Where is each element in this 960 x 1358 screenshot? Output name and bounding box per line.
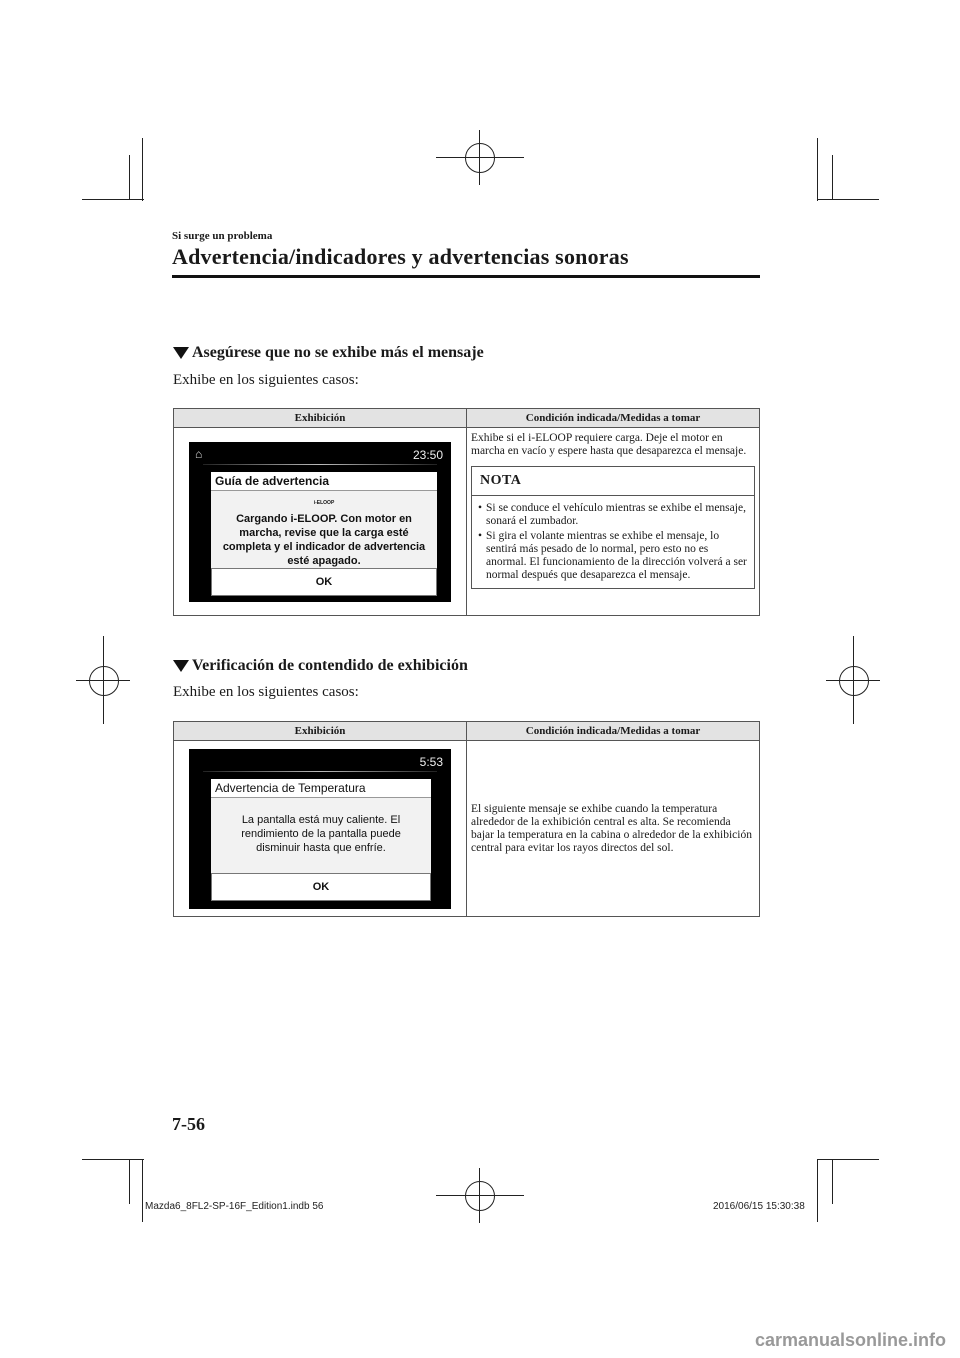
section2-heading-text: Verificación de contendido de exhibición [192, 657, 468, 674]
note-box [471, 466, 755, 589]
condition-cell [467, 428, 760, 616]
watermark: carmanualsonline.info [754, 1330, 946, 1350]
title-rule [172, 275, 760, 278]
ok-button[interactable]: OK [211, 873, 431, 901]
screen-divider [203, 771, 437, 772]
table-header-display: Exhibición [174, 409, 467, 428]
page-title: Advertencia/indicadores y advertencias sonoras [172, 244, 629, 269]
table-header-condition: Condición indicada/Medidas a tomar [467, 409, 760, 428]
section1-intro: Exhibe en los siguientes casos: [173, 372, 359, 388]
section2-intro: Exhibe en los siguientes casos: [173, 684, 359, 700]
section2-table [173, 721, 760, 917]
display-cell [174, 741, 467, 917]
ok-button[interactable]: OK [211, 568, 437, 596]
triangle-icon [173, 660, 189, 672]
table-header-condition: Condición indicada/Medidas a tomar [467, 722, 760, 741]
section1-heading-text: Asegúrese que no se exhibe más el mensaje [192, 344, 484, 361]
list-item: • Si gira el volante mientras se exhibe el mensaje, lo sentirá más pesado de lo normal, pero esto no es anormal. El funcionamiento de la dirección volverá a ser normal después que desaparezca el mensaje. [478, 530, 747, 581]
note-title: NOTA [472, 467, 754, 496]
dialog-title: Advertencia de Temperatura [211, 779, 431, 798]
condition-text: El siguiente mensaje se exhibe cuando la temperatura alrededor de la exhibición central es alta. Se recomienda bajar la temperatura en la cabina o alrededor de la exhibición central para evitar los rayos directos del sol. [471, 802, 752, 854]
table-header-display: Exhibición [174, 722, 467, 741]
display-cell [174, 428, 467, 616]
section2-heading [173, 657, 468, 675]
screen-time: 5:53 [419, 754, 443, 769]
section1-heading [173, 344, 484, 362]
section-label: Si surge un problema [172, 230, 273, 242]
iloop-badge: i-ELOOP [313, 499, 335, 506]
screen-temperature [189, 749, 451, 909]
screen-divider [203, 464, 437, 465]
footer-timestamp: 2016/06/15 15:30:38 [713, 1201, 805, 1212]
footer-file: Mazda6_8FL2-SP-16F_Edition1.indb 56 [145, 1201, 324, 1212]
dialog-title: Guía de advertencia [211, 472, 437, 491]
warning-dialog [211, 472, 437, 596]
dialog-message: Cargando i-ELOOP. Con motor en marcha, revise que la carga esté completa y el indicador de advertencia esté apagado. [222, 512, 426, 567]
page-number: 7-56 [172, 1114, 205, 1134]
screen-iloop [189, 442, 451, 602]
triangle-icon [173, 347, 189, 359]
section1-table [173, 408, 760, 616]
condition-cell [467, 741, 760, 917]
list-item: • Si se conduce el vehículo mientras se exhibe el mensaje, sonará el zumbador. [478, 502, 746, 527]
note-list [472, 496, 754, 588]
home-icon: ⌂ [195, 446, 203, 461]
condition-text: Exhibe si el i-ELOOP requiere carga. Deje el motor en marcha en vacío y espere hasta que desaparezca el mensaje. [471, 432, 747, 457]
temperature-dialog [211, 779, 431, 901]
dialog-message: La pantalla está muy caliente. El rendimiento de la pantalla puede disminuir hasta que enfríe. [241, 813, 401, 854]
screen-time: 23:50 [412, 447, 443, 462]
